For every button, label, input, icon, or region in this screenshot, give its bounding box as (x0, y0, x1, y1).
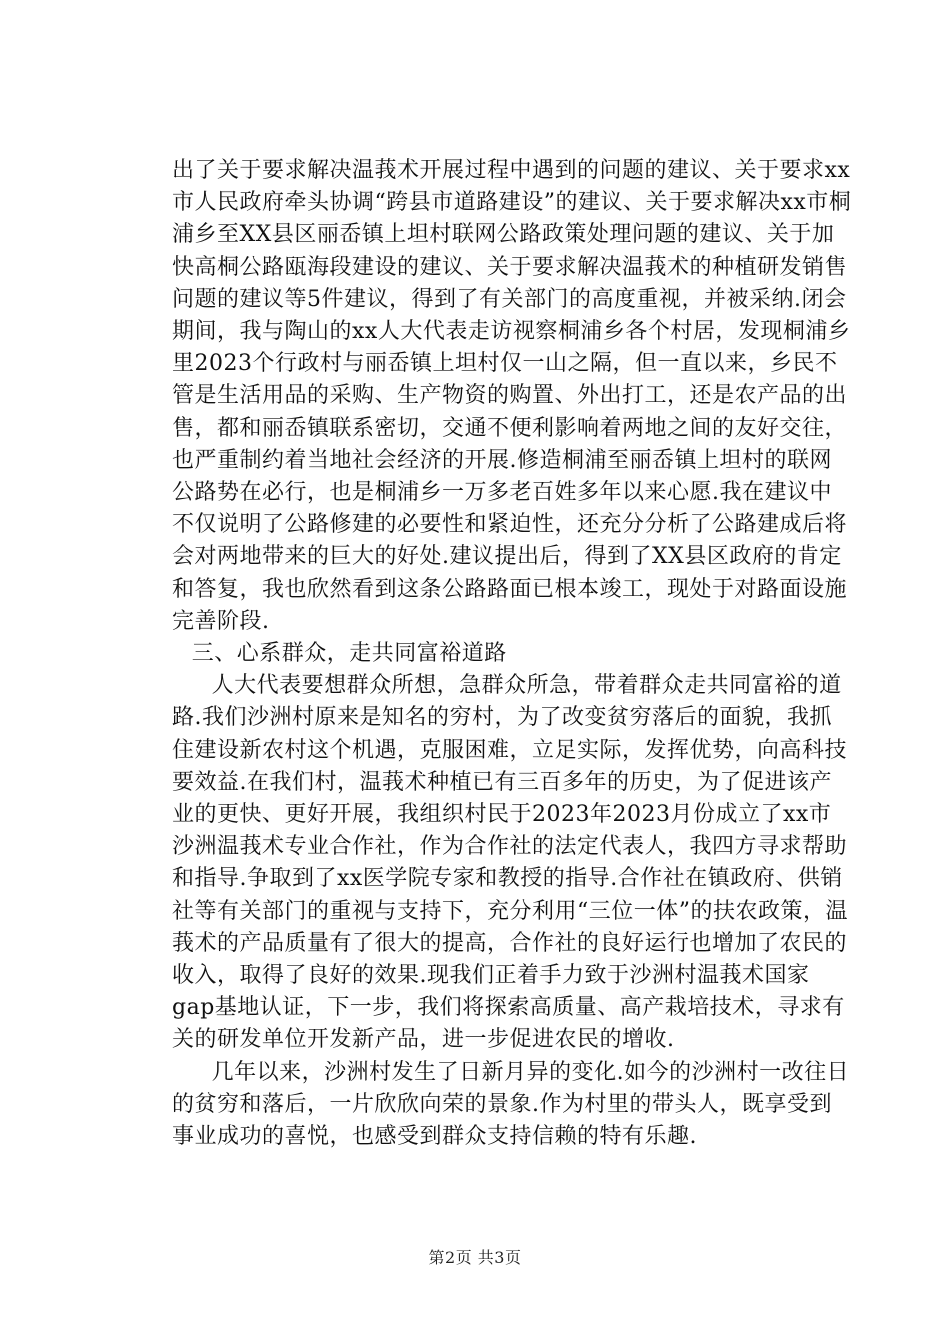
paragraph-common-prosperity: 人大代表要想群众所想，急群众所急，带着群众走共同富裕的道路.我们沙洲村原来是知名的穷村，为了改变贫穷落后的面貌，我抓住建设新农村这个机遇，克服困难，立足实际，发挥优势，向高科技要效益.在我们村，温莪术种植已有三百多年的历史，为了促进该产业的更快、更好开展，我组织村民于2023年2023月份成立了xx市沙洲温莪术专业合作社，作为合作社的法定代表人，我四方寻求帮助和指导.争取到了xx医学院专家和教授的指导.合作社在镇政府、供销社等有关部门的重视与支持下，充分利用“三位一体”的扶农政策，温莪术的产品质量有了很大的提高，合作社的良好运行也增加了农民的收入，取得了良好的效果.现我们正着手力致于沙洲村温莪术国家gap基地认证，下一步，我们将探索高质量、高产栽培技术，寻求有关的研发单位开发新产品，进一步促进农民的增收. (172, 673, 848, 1053)
paragraph-village-change: 几年以来，沙洲村发生了日新月异的变化.如今的沙洲村一改往日的贫穷和落后，一片欣欣向荣的景象.作为村里的带头人，既享受到事业成功的喜悦，也感受到群众支持信赖的特有乐趣. (172, 1059, 850, 1150)
section-heading-3: 三、心系群众，走共同富裕道路 (191, 641, 507, 667)
page-footer: 第2页 共3页 (428, 1248, 522, 1267)
paragraph-proposals: 出了关于要求解决温莪术开展过程中遇到的问题的建议、关于要求xx市人民政府牵头协调“跨县市道路建设”的建议、关于要求解决xx市桐浦乡至XX县区丽岙镇上坦村联网公路政策处理问题的建议、关于加快高桐公路瓯海段建设的建议、关于要求解决温莪术的种植研发销售问题的建议等5件建议，得到了有关部门的高度重视，并被采纳.闭会期间，我与陶山的xx人大代表走访视察桐浦乡各个村居，发现桐浦乡里2023个行政村与丽岙镇上坦村仅一山之隔，但一直以来，乡民不管是生活用品的采购、生产物资的购置、外出打工，还是农产品的出售，都和丽岙镇联系密切，交通不便利影响着两地之间的友好交往，也严重制约着当地社会经济的开展.修造桐浦至丽岙镇上坦村的联网公路势在必行，也是桐浦乡一万多老百姓多年以来心愿.我在建议中不仅说明了公路修建的必要性和紧迫性，还充分分析了公路建成后将会对两地带来的巨大的好处.建议提出后，得到了XX县区政府的肯定和答复，我也欣然看到这条公路路面已根本竣工，现处于对路面设施完善阶段. (172, 158, 852, 634)
document-body (172, 155, 852, 1153)
